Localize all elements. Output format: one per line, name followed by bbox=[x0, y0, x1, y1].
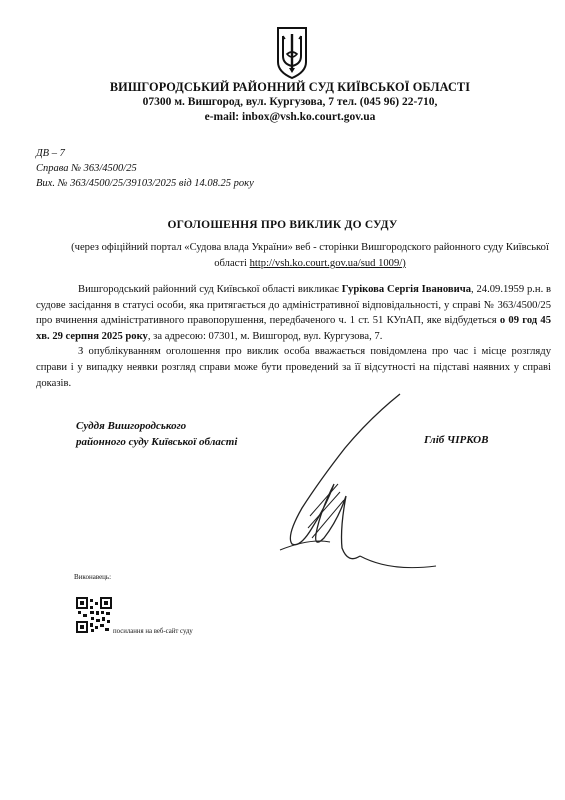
summons-text-b: , 24.09.1959 р.н. в судове засідання в статусі особи, яка притягається до адміністративної відповідальності, у справі № 363/4500/25 про вчинення адміністративного правопорушення, передбаченого ч. 1 ст. 51 КУпАП, яке відбудеться bbox=[36, 284, 552, 327]
document-title: ОГОЛОШЕННЯ ПРО ВИКЛИК ДО СУДУ bbox=[167, 219, 398, 231]
outgoing-number: Вих. № 363/4500/25/39103/2025 від 14.08.25 року bbox=[36, 178, 254, 189]
summons-text-c: , за адресою: 07301, м. Вишгород, вул. Кургузова, 7. bbox=[147, 330, 383, 342]
court-name: ВИШГОРОДСЬКИЙ РАЙОННИЙ СУД КИЇВСЬКОЇ ОБЛАСТІ bbox=[109, 80, 471, 94]
trident-emblem-icon bbox=[275, 24, 309, 80]
judge-title bbox=[76, 418, 237, 450]
qr-code-label: посилання на веб-сайт суду bbox=[113, 628, 193, 635]
hearing-datetime: о 09 год 45 хв. 29 серпня 2025 року bbox=[36, 315, 552, 342]
document-code: ДВ – 7 bbox=[36, 148, 65, 159]
court-website-link[interactable]: http://vsh.ko.court.gov.ua/sud 1009/) bbox=[249, 258, 406, 269]
summons-text-a: Вишгородський районний суд Київської області викликає bbox=[78, 284, 342, 295]
judge-signature bbox=[250, 388, 440, 578]
summoned-person-name: Гурікова Сергія Івановича bbox=[341, 284, 472, 295]
qr-code-icon[interactable] bbox=[76, 597, 112, 633]
court-address: 07300 м. Вишгород, вул. Кургузова, 7 тел. (045 96) 22-710, bbox=[142, 96, 438, 108]
executor-label: Виконавець: bbox=[74, 573, 112, 581]
judge-name: Гліб ЧІРКОВ bbox=[424, 434, 489, 446]
judge-title-line1: Суддя Вишгородського bbox=[76, 420, 187, 432]
paragraph-summons bbox=[36, 282, 551, 344]
case-number: Справа № 363/4500/25 bbox=[36, 163, 137, 174]
announcement-body bbox=[36, 282, 551, 391]
judge-title-line2: районного суду Київської області bbox=[76, 436, 238, 448]
portal-note bbox=[70, 240, 550, 272]
portal-text: (через офіційний портал «Судова влада України» веб - сторінки Вишгородского районного суду Київської області bbox=[71, 242, 549, 269]
paragraph-notice: З опублікуванням оголошення про виклик особа вважається повідомлена про час і місце розгляду справи і у випадку неявки розгляд справи може бути проведений за її відсутності на підставі наявних у справі доказів. bbox=[36, 346, 551, 389]
court-email: e-mail: inbox@vsh.ko.court.gov.ua bbox=[204, 111, 376, 123]
